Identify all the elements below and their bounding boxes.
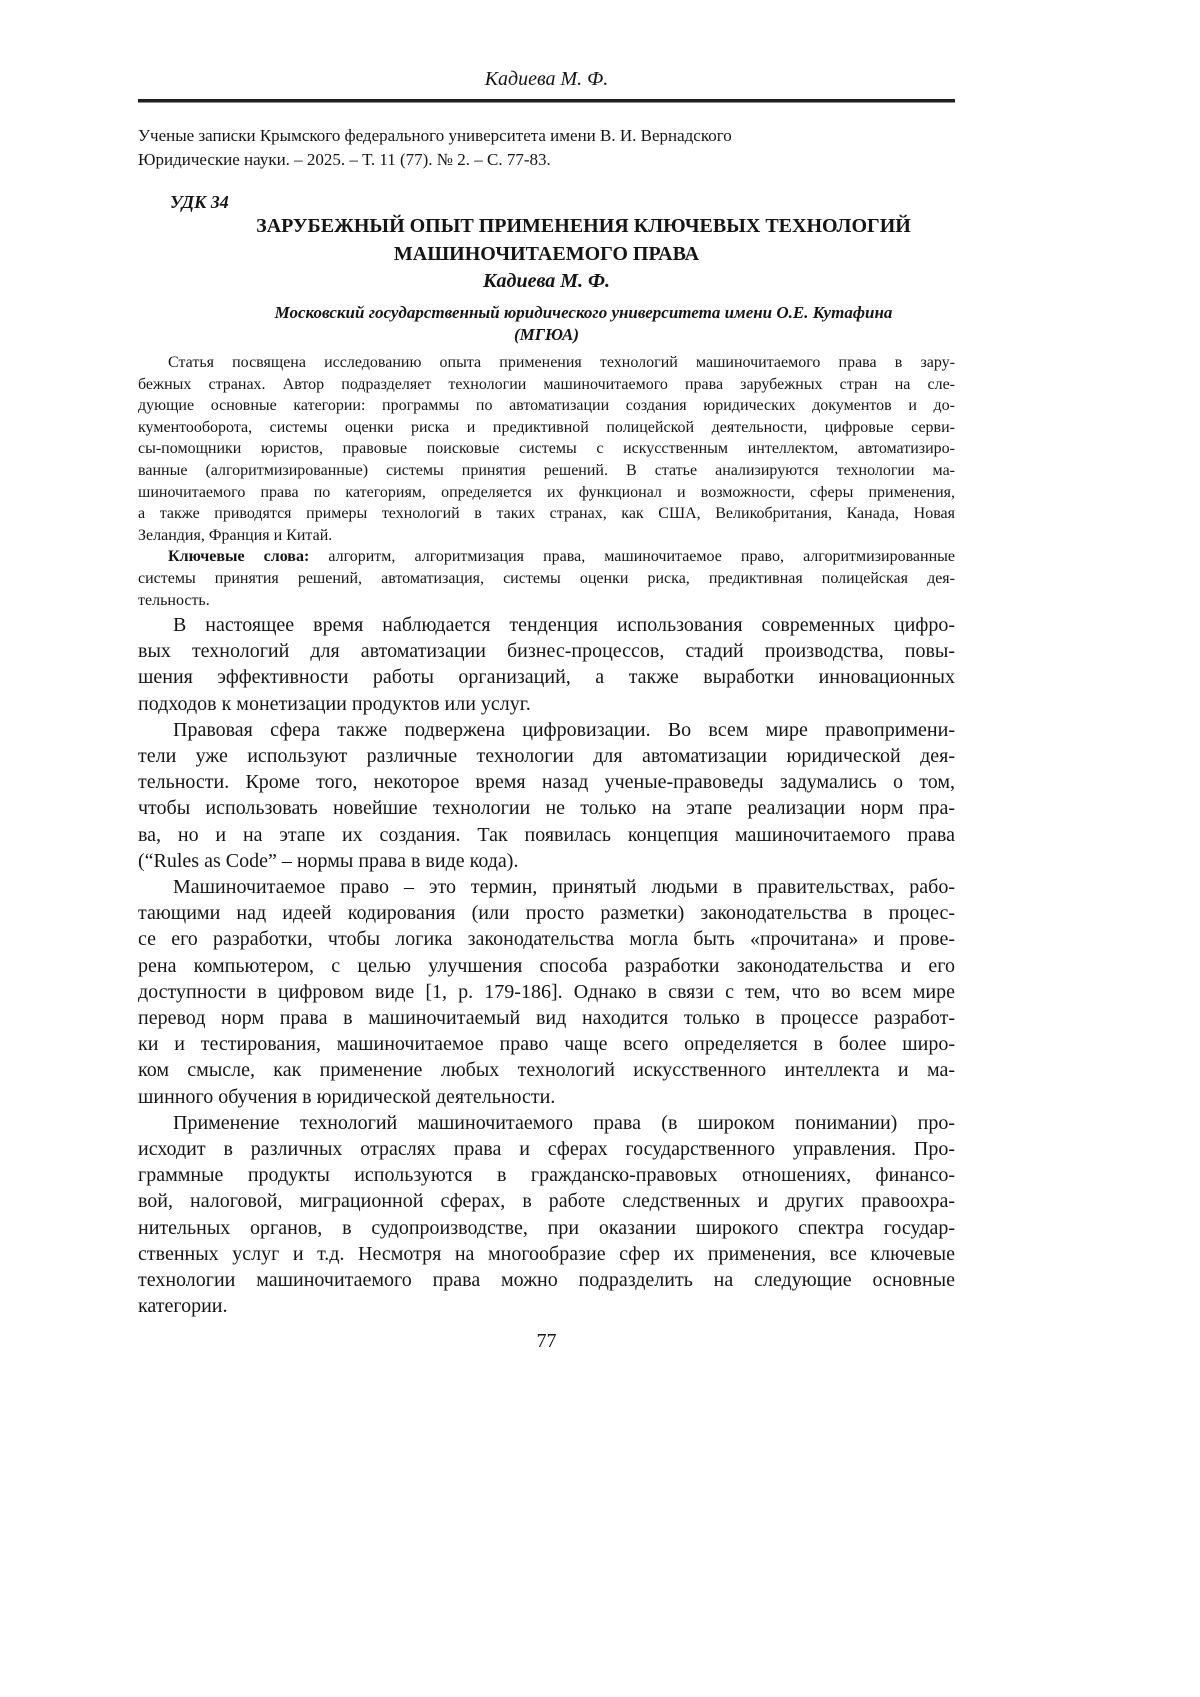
text-line: нительных органов, в судопроизводстве, при оказании широкого спектра государ- <box>138 1216 955 1239</box>
body-paragraph <box>138 874 955 1110</box>
affiliation-line-2: (МГЮА) <box>513 325 580 344</box>
text-line: се его разработки, чтобы логика законодательства могла быть «прочитана» и прове- <box>138 928 955 951</box>
text-line: тели уже используют различные технологии для автоматизации юридической дея- <box>138 745 955 768</box>
article-title <box>138 212 955 268</box>
text-line: вой, налоговой, миграционной сферах, в работе следственных и других правоохра- <box>138 1190 955 1213</box>
text-line: исходит в различных отраслях права и сферах государственного управления. Про- <box>138 1138 955 1161</box>
keywords-continuation <box>138 568 955 611</box>
text-line: ком смысле, как применение любых технологий искусственного интеллекта и ма- <box>138 1059 955 1082</box>
text-line: Применение технологий машиночитаемого права (в широком понимании) про- <box>173 1111 955 1134</box>
text-line: шения эффективности работы организаций, а также выработки инновационных <box>138 666 955 689</box>
text-line: В настоящее время наблюдается тенденция использования современных цифро- <box>173 614 955 636</box>
keywords-first-line <box>138 546 955 568</box>
text-line: ванные (алгоритмизированные) системы принятия решений. В статье анализируются технологии ма- <box>138 461 955 479</box>
text-line: категории. <box>138 1295 228 1318</box>
body-paragraph <box>138 612 955 717</box>
text-line: ва, но и на этапе их создания. Так появилась концепция машиночитаемого права <box>138 823 955 846</box>
body-paragraph <box>138 1110 955 1320</box>
text-line: системы принятия решений, автоматизация, системы оценки риска, предиктивная полицейская дея- <box>138 569 955 587</box>
affiliation <box>138 302 955 346</box>
text-line: технологии машиночитаемого права можно подразделить на следующие основные <box>138 1269 955 1292</box>
udc-label: УДК 34 <box>170 192 229 212</box>
abstract-text <box>138 352 955 546</box>
text-line: тельность. <box>138 591 210 609</box>
text-line: граммные продукты используются в гражданско-правовых отношениях, финансо- <box>138 1164 955 1187</box>
affiliation-line-1: Московский государственный юридического университета имени О.Е. Кутафина <box>274 303 893 322</box>
header-rule <box>138 99 955 103</box>
article-body <box>138 612 955 1319</box>
text-line: дующие основные категории: программы по автоматизации создания юридических документов и до- <box>138 397 955 415</box>
text-line: шиночитаемого права по категориям, определяется их функционал и возможности, сферы применения, <box>138 483 955 501</box>
text-line: а также приводятся примеры технологий в таких странах, как США, Великобритания, Канада, Новая <box>138 505 955 523</box>
text-line: сы-помощники юристов, правовые поисковые системы с искусственным интеллектом, автоматизиро- <box>138 440 955 458</box>
article-title-line-2: МАШИНОЧИТАЕМОГО ПРАВА <box>393 243 700 265</box>
text-line: доступности в цифровом виде [1, p. 179-186]. Однако в связи с тем, что во всем мире <box>138 980 955 1003</box>
text-line: Зеландия, Франция и Китай. <box>138 526 333 544</box>
text-line: тающими над идеей кодирования (или просто разметки) законодательства в процес- <box>138 902 955 925</box>
text-line: Машиночитаемое право – это термин, принятый людьми в правительствах, рабо- <box>173 876 955 899</box>
text-line: вых технологий для автоматизации бизнес-процессов, стадий производства, повы- <box>138 640 955 663</box>
citation-block <box>138 124 955 172</box>
author-name: Кадиева М. Ф. <box>482 270 611 292</box>
abstract-block <box>138 352 955 611</box>
text-line: ки и тестирования, машиночитаемое право чаще всего определяется в более широ- <box>138 1033 955 1056</box>
body-paragraph <box>138 717 955 874</box>
citation-line-1: Ученые записки Крымского федерального университета имени В. И. Вернадского <box>138 126 732 145</box>
text-line: (“Rules as Code” – нормы права в виде кода). <box>138 849 519 872</box>
running-header: Кадиева М. Ф. <box>484 68 609 90</box>
keywords-text: алгоритм, алгоритмизация права, машиночитаемое право, алгоритмизированные <box>309 548 956 566</box>
text-line: перевод норм права в машиночитаемый вид находится только в процессе разработ- <box>138 1007 955 1030</box>
text-line: бежных странах. Автор подразделяет технологии машиночитаемого права зарубежных стран на сле- <box>138 375 955 393</box>
text-line: подходов к монетизации продуктов или услуг. <box>138 692 531 715</box>
page-number: 77 <box>536 1330 557 1352</box>
keywords-label: Ключевые слова: <box>168 548 310 566</box>
article-title-line-1: ЗАРУБЕЖНЫЙ ОПЫТ ПРИМЕНЕНИЯ КЛЮЧЕВЫХ ТЕХНОЛОГИЙ <box>256 215 911 237</box>
text-line: тельности. Кроме того, некоторое время назад ученые-правоведы задумались о том, <box>138 771 955 794</box>
text-line: чтобы использовать новейшие технологии не только на этапе реализации норм пра- <box>138 797 955 820</box>
text-line: шинного обучения в юридической деятельности. <box>138 1085 556 1108</box>
text-line: рена компьютером, с целью улучшения способа разработки законодательства и его <box>138 954 955 977</box>
text-line: Правовая сфера также подвержена цифровизации. Во всем мире правопримени- <box>173 718 955 741</box>
text-line: Статья посвящена исследованию опыта применения технологий машиночитаемого права в зару- <box>168 354 955 371</box>
text-line: кументооборота, системы оценки риска и предиктивной полицейской деятельности, цифровые серви- <box>138 418 955 436</box>
text-line: ственных услуг и т.д. Несмотря на многообразие сфер их применения, все ключевые <box>138 1242 955 1265</box>
citation-line-2: Юридические науки. – 2025. – Т. 11 (77). № 2. – С. 77-83. <box>138 150 551 169</box>
